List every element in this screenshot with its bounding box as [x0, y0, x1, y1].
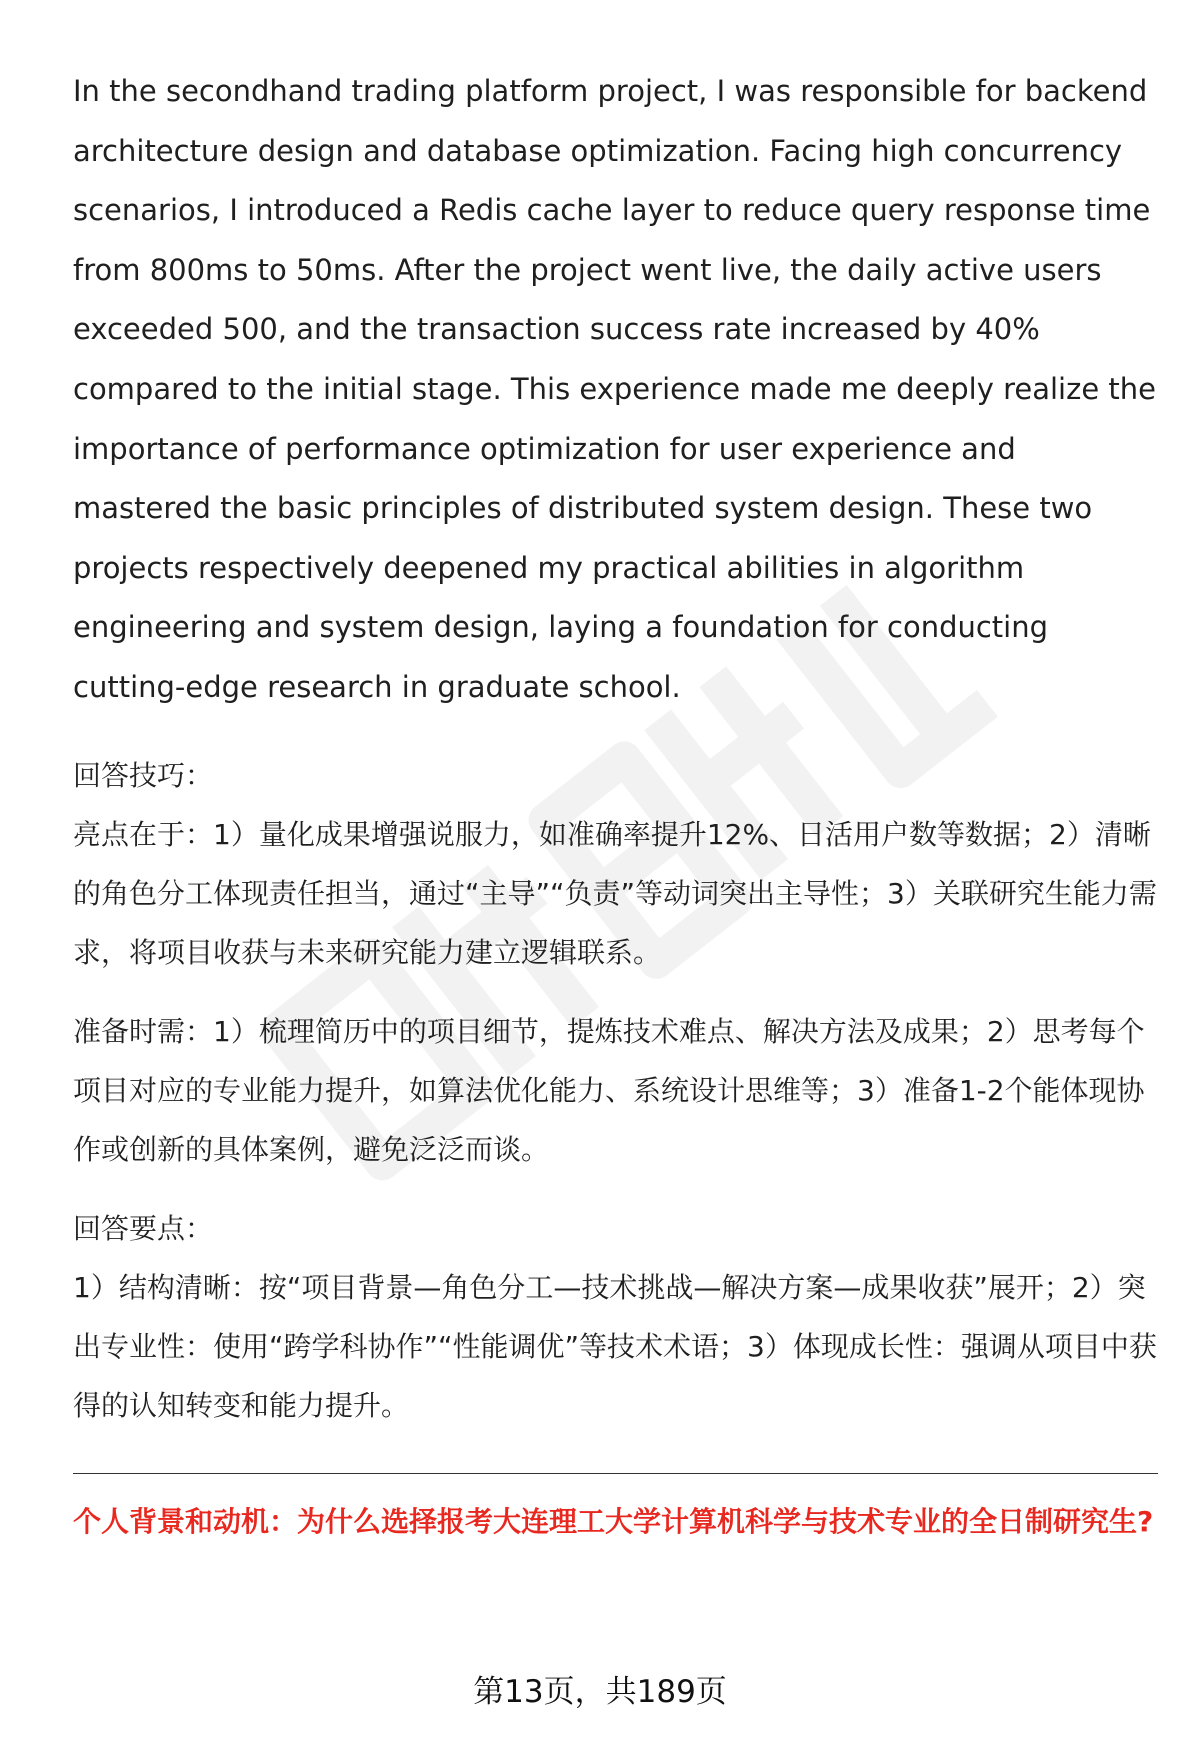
- points-text: 1）结构清晰：按“项目背景—角色分工—技术挑战—解决方案—成果收获”展开；2）突出专业性：使用“跨学科协作”“性能调优”等技术术语；3）体现成长性：强调从项目中获得的认知转变和能力提升。: [73, 1270, 1157, 1422]
- preparation-text: 准备时需：1）梳理简历中的项目细节，提炼技术难点、解决方法及成果；2）思考每个项目对应的专业能力提升，如算法优化能力、系统设计思维等；3）准备1-2个能体现协作或创新的具体案例，避免泛泛而谈。: [73, 1014, 1145, 1166]
- page-number: 第13页，共189页: [473, 1674, 727, 1710]
- english-answer-paragraph: In the secondhand trading platform project, I was responsible for backend architecture design and database optimization. Facing high concurrency scenarios, I introduced a Redis cache layer to reduce query response time from 800ms to 50ms. After the project went live, the daily active users exceeded 500, and the transaction success rate increased by 40% compared to the initial stage. This experience made me deeply realize the importance of performance optimization for user experience and mastered the basic principles of distributed system design. These two projects respectively deepened my practical abilities in algorithm engineering and system design, laying a foundation for conducting cutting-edge research in graduate school.: [73, 74, 1156, 704]
- answer-points-section: [73, 1199, 1158, 1435]
- tips-text: 亮点在于：1）量化成果增强说服力，如准确率提升12%、日活用户数等数据；2）清晰的角色分工体现责任担当，通过“主导”“负责”等动词突出主导性；3）关联研究生能力需求，将项目收获与未来研究能力建立逻辑联系。: [73, 817, 1157, 969]
- next-question-heading: 个人背景和动机：为什么选择报考大连理工大学计算机科学与技术专业的全日制研究生?: [73, 1504, 1154, 1538]
- tips-label: 回答技巧：: [73, 758, 214, 792]
- points-label: 回答要点：: [73, 1211, 214, 1245]
- answer-tips-section: [73, 746, 1158, 982]
- document-page: [73, 62, 1158, 1540]
- preparation-section: [73, 1002, 1158, 1179]
